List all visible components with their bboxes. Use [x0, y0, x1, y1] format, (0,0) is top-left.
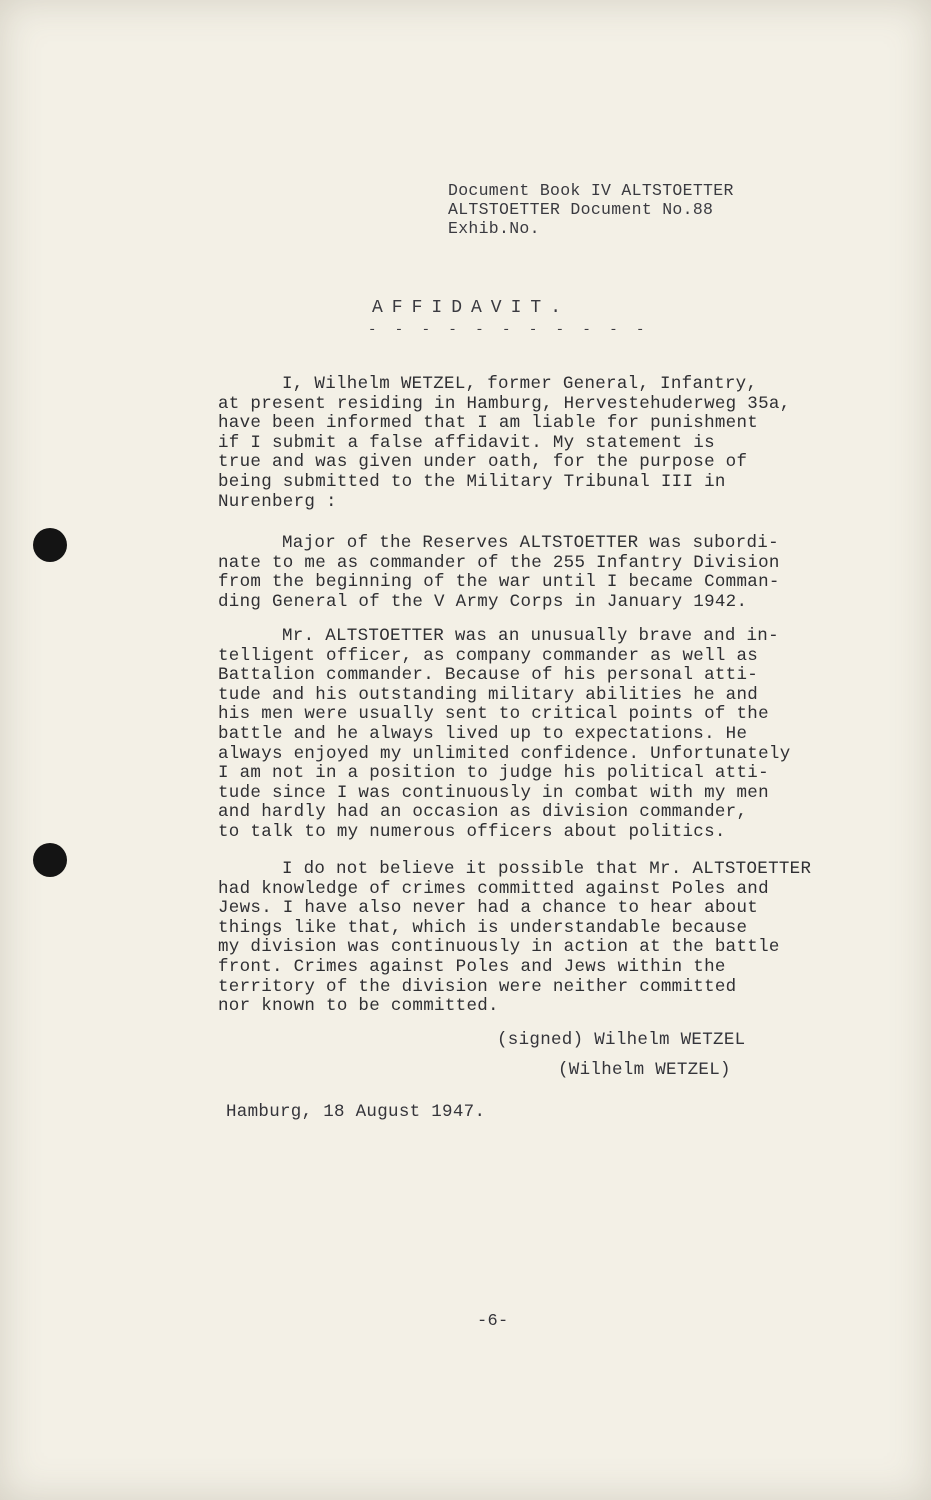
header-line: ALTSTOETTER Document No.88	[448, 200, 714, 219]
text-line: nor known to be committed.	[218, 996, 499, 1017]
text-line: have been informed that I am liable for punishment	[218, 413, 759, 434]
text-line: had knowledge of crimes committed against Poles and	[218, 878, 769, 899]
signature-signed: (signed) Wilhelm WETZEL	[497, 1030, 746, 1050]
punch-hole	[33, 528, 67, 562]
place-date: Hamburg, 18 August 1947.	[226, 1102, 486, 1122]
document-header	[448, 181, 734, 238]
signature-printed: (Wilhelm WETZEL)	[558, 1060, 731, 1080]
text-line: nate to me as commander of the 255 Infantry Division	[218, 552, 780, 573]
text-line: always enjoyed my unlimited confidence. Unfortunately	[218, 743, 791, 764]
header-line: Document Book IV ALTSTOETTER	[448, 181, 734, 200]
paragraph	[218, 534, 858, 612]
text-line: things like that, which is understandable because	[218, 917, 748, 938]
text-line: Jews. I have also never had a chance to hear about	[218, 898, 759, 919]
paragraph	[218, 627, 858, 843]
text-line: ding General of the V Army Corps in January 1942.	[218, 591, 748, 612]
text-line: Mr. ALTSTOETTER was an unusually brave and in-	[282, 626, 779, 646]
text-line: I do not believe it possible that Mr. ALTSTOETTER	[282, 859, 812, 879]
text-line: Major of the Reserves ALTSTOETTER was subordi-	[282, 533, 779, 553]
paragraph	[218, 375, 858, 512]
text-line: being submitted to the Military Tribunal III in	[218, 471, 726, 492]
text-line: at present residing in Hamburg, Hervestehuderweg 35a,	[218, 393, 791, 414]
punch-hole	[33, 843, 67, 877]
text-line: territory of the division were neither committed	[218, 976, 737, 997]
text-line: from the beginning of the war until I became Comman-	[218, 572, 780, 593]
title-underline: - - - - - - - - - - -	[368, 322, 650, 338]
text-line: Nurenberg :	[218, 491, 337, 512]
paragraph	[218, 860, 858, 1017]
text-line: and hardly had an occasion as division commander,	[218, 802, 748, 823]
text-line: front. Crimes against Poles and Jews within the	[218, 956, 726, 977]
text-line: telligent officer, as company commander as well as	[218, 645, 759, 666]
text-line: battle and he always lived up to expectations. He	[218, 723, 748, 744]
text-line: tude since I was continuously in combat with my men	[218, 782, 769, 803]
text-line: my division was continuously in action at the battle	[218, 937, 780, 958]
text-line: to talk to my numerous officers about politics.	[218, 821, 726, 842]
text-line: if I submit a false affidavit. My statement is	[218, 432, 715, 453]
text-line: true and was given under oath, for the purpose of	[218, 452, 748, 473]
text-line: his men were usually sent to critical points of the	[218, 704, 769, 725]
header-line: Exhib.No.	[448, 219, 540, 238]
text-line: Battalion commander. Because of his personal atti-	[218, 665, 759, 686]
text-line: tude and his outstanding military abilities he and	[218, 684, 759, 705]
page-title: AFFIDAVIT.	[372, 298, 571, 318]
text-line: I, Wilhelm WETZEL, former General, Infantry,	[282, 374, 758, 394]
page-number: -6-	[477, 1312, 509, 1331]
text-line: I am not in a position to judge his political atti-	[218, 763, 769, 784]
